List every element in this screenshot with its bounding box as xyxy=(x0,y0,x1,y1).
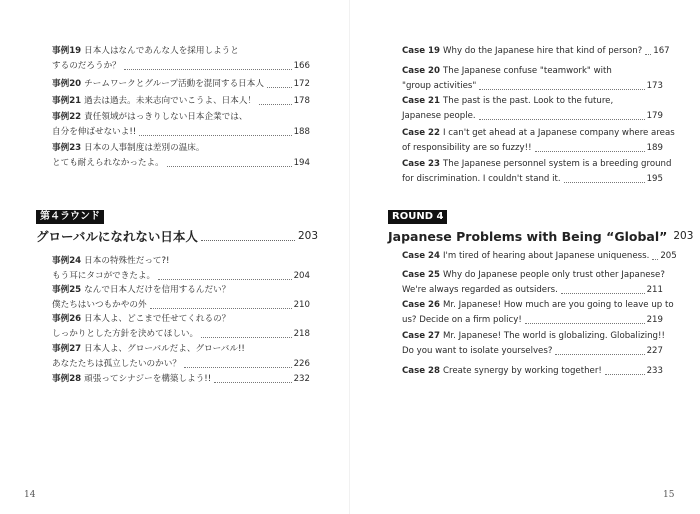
toc-entry-20-en[interactable] xyxy=(402,64,663,94)
page-number: 211 xyxy=(646,285,663,295)
page-number: 204 xyxy=(293,271,310,281)
page-number-right: 15 xyxy=(663,490,675,500)
entry-text: We're always regarded as outsiders. xyxy=(402,285,558,295)
entry-text: しっかりとした方針を決めてほしい。 xyxy=(52,329,199,339)
page-number: 167 xyxy=(653,46,670,56)
dot-leader xyxy=(139,135,291,136)
dot-leader xyxy=(267,87,292,88)
entry-text: なんで日本人だけを信用するんだい？ xyxy=(84,285,231,295)
dot-leader xyxy=(259,104,292,105)
case-label: Case 21 xyxy=(402,96,441,106)
dot-leader xyxy=(214,382,291,383)
toc-entry-21-en[interactable] xyxy=(402,94,663,124)
entry-text: Mr. Japanese! How much are you going to leave up to xyxy=(443,300,674,310)
toc-entry-25-ja[interactable] xyxy=(52,283,310,313)
case-label: 事例25 xyxy=(52,285,82,295)
entry-text: The Japanese personnel system is a breeding ground xyxy=(443,159,672,169)
right-page xyxy=(350,0,700,514)
entry-text: 頑張ってシナジーを構築しよう!! xyxy=(84,374,212,384)
toc-entry-27-ja[interactable] xyxy=(52,342,310,372)
entry-text: 日本人よ、どこまで任せてくれるの？ xyxy=(84,314,231,324)
case-label: Case 27 xyxy=(402,331,441,341)
page-number: 194 xyxy=(293,158,310,168)
round-badge: ROUND 4 xyxy=(388,210,447,224)
round-heading[interactable] xyxy=(36,228,318,245)
dot-leader xyxy=(535,151,645,152)
entry-text: 日本の人事制度は差別の温床。 xyxy=(84,143,205,153)
entry-text: for discrimination. I couldn't stand it. xyxy=(402,174,561,184)
entry-text: 僕たちはいつもかやの外 xyxy=(52,300,147,310)
page-number: 203 xyxy=(297,230,318,242)
case-label: 事例28 xyxy=(52,374,82,384)
case-label: Case 20 xyxy=(402,66,441,76)
toc-entry-26-en[interactable] xyxy=(402,298,674,328)
page-number: 188 xyxy=(293,127,310,137)
round-title: Japanese Problems with Being “Global” xyxy=(388,229,668,244)
entry-text: I'm tired of hearing about Japanese uniqueness. xyxy=(443,251,650,261)
entry-text: 日本人よ、グローバルだよ、グローバル!! xyxy=(84,344,245,354)
toc-entry-21-ja[interactable] xyxy=(52,94,310,109)
page-number: 226 xyxy=(293,359,310,369)
entry-text: 日本人はなんであんな人を採用しようと xyxy=(84,46,239,56)
dot-leader xyxy=(652,259,658,260)
case-label: 事例19 xyxy=(52,46,82,56)
dot-leader xyxy=(150,308,292,309)
dot-leader xyxy=(479,119,645,120)
page-number: 210 xyxy=(293,300,310,310)
dot-leader xyxy=(555,354,644,355)
entry-text: 日本の特殊性だって?! xyxy=(84,256,170,266)
dot-leader xyxy=(167,166,292,167)
page-number: 172 xyxy=(293,79,310,89)
toc-entry-26-ja[interactable] xyxy=(52,312,310,342)
round-title: グローバルになれない日本人 xyxy=(36,229,198,244)
entry-text: The Japanese confuse "teamwork" with xyxy=(443,66,612,76)
entry-text: 自分を伸ばせないよ!! xyxy=(52,127,137,137)
page-number: 219 xyxy=(646,315,663,325)
page-number: 166 xyxy=(293,61,310,71)
case-label: Case 26 xyxy=(402,300,441,310)
entry-text: 責任領域がはっきりしない日本企業では、 xyxy=(84,112,248,122)
entry-text: Why do Japanese people only trust other Japanese? xyxy=(443,270,665,280)
entry-text: Why do the Japanese hire that kind of person? xyxy=(443,46,643,56)
toc-entry-22-en[interactable] xyxy=(402,126,675,156)
case-label: 事例27 xyxy=(52,344,82,354)
page-number: 227 xyxy=(646,346,663,356)
toc-entry-25-en[interactable] xyxy=(402,268,663,298)
toc-entry-24-en[interactable] xyxy=(402,249,677,264)
entry-text: "group activities" xyxy=(402,81,477,91)
page-number-left: 14 xyxy=(24,490,36,500)
case-label: Case 22 xyxy=(402,128,441,138)
case-label: 事例22 xyxy=(52,112,82,122)
toc-entry-28-ja[interactable] xyxy=(52,372,310,387)
dot-leader xyxy=(561,293,645,294)
case-label: Case 24 xyxy=(402,251,441,261)
case-label: 事例26 xyxy=(52,314,82,324)
page-number: 203 xyxy=(673,230,694,242)
dot-leader xyxy=(525,323,645,324)
case-label: 事例24 xyxy=(52,256,82,266)
entry-text: Create synergy by working together! xyxy=(443,366,602,376)
dot-leader xyxy=(184,367,292,368)
entry-text: あなたたちは孤立したいのかい？ xyxy=(52,359,181,369)
dot-leader xyxy=(201,337,291,338)
page-number: 178 xyxy=(293,96,310,106)
entry-text: us? Decide on a firm policy! xyxy=(402,315,522,325)
entry-text: チームワークとグループ活動を混同する日本人 xyxy=(84,79,264,89)
dot-leader xyxy=(564,182,645,183)
page-number: 195 xyxy=(646,174,663,184)
toc-entry-23-en[interactable] xyxy=(402,157,672,187)
entry-text: The past is the past. Look to the future, xyxy=(443,96,614,106)
toc-entry-22-ja[interactable] xyxy=(52,110,310,140)
dot-leader xyxy=(201,240,295,241)
toc-entry-23-ja[interactable] xyxy=(52,141,310,171)
case-label: 事例23 xyxy=(52,143,82,153)
entry-text: I can't get ahead at a Japanese company where areas xyxy=(443,128,675,138)
dot-leader xyxy=(158,279,291,280)
toc-entry-20-ja[interactable] xyxy=(52,77,310,92)
case-label: Case 28 xyxy=(402,366,441,376)
toc-entry-28-en[interactable] xyxy=(402,364,663,379)
page-number: 233 xyxy=(646,366,663,376)
page-number: 189 xyxy=(646,143,663,153)
dot-leader xyxy=(645,54,651,55)
entry-text: Do you want to isolate yourselves? xyxy=(402,346,553,356)
round-heading[interactable] xyxy=(388,228,694,245)
toc-entry-27-en[interactable] xyxy=(402,329,663,359)
toc-entry-19-en[interactable] xyxy=(402,44,670,59)
page-number: 179 xyxy=(646,111,663,121)
case-label: 事例21 xyxy=(52,96,82,106)
page-number: 173 xyxy=(646,81,663,91)
toc-entry-24-ja[interactable] xyxy=(52,254,310,284)
entry-text: 過去は過去。未来志向でいこうよ、日本人！ xyxy=(84,96,257,106)
page-number: 232 xyxy=(293,374,310,384)
case-label: Case 19 xyxy=(402,46,441,56)
toc-entry-19-ja[interactable] xyxy=(52,44,310,74)
case-label: 事例20 xyxy=(52,79,82,89)
page-number: 205 xyxy=(660,251,677,261)
entry-text: Japanese people. xyxy=(402,111,476,121)
entry-text: Mr. Japanese! The world is globalizing. Globalizing!! xyxy=(443,331,665,341)
round-badge: 第４ラウンド xyxy=(36,210,104,224)
dot-leader xyxy=(124,69,292,70)
dot-leader xyxy=(605,374,645,375)
entry-text: するのだろうか？ xyxy=(52,61,121,71)
entry-text: とても耐えられなかったよ。 xyxy=(52,158,164,168)
case-label: Case 23 xyxy=(402,159,441,169)
entry-text: of responsibility are so fuzzy!! xyxy=(402,143,532,153)
entry-text: もう耳にタコができたよ。 xyxy=(52,271,156,281)
case-label: Case 25 xyxy=(402,270,441,280)
page-number: 218 xyxy=(293,329,310,339)
dot-leader xyxy=(479,89,644,90)
